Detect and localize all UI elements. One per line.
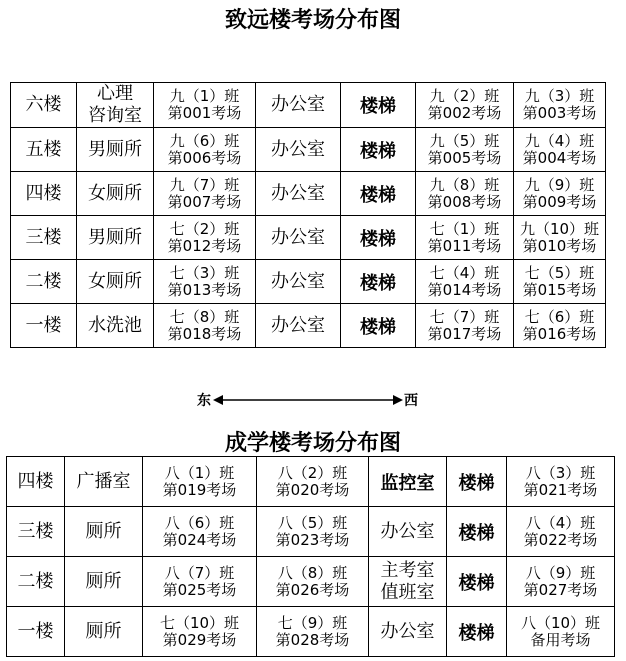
exam-room-cell-line: 八（2）班 bbox=[277, 463, 348, 482]
room-cell-line: 值班室 bbox=[380, 581, 435, 603]
exam-room-cell bbox=[154, 128, 256, 172]
exam-room-cell-line: 第027考场 bbox=[523, 580, 598, 599]
exam-room-cell-line: 第013考场 bbox=[167, 280, 242, 299]
stairs-cell: 楼梯 bbox=[341, 260, 416, 304]
exam-room-cell-line: 八（1）班 bbox=[164, 463, 235, 482]
room-cell bbox=[77, 172, 154, 216]
exam-room-cell-line: 第017考场 bbox=[427, 324, 502, 343]
exam-room-cell-line: 九（8）班 bbox=[429, 175, 500, 194]
exam-room-cell-line: 七（9）班 bbox=[277, 613, 348, 632]
stairs-cell: 楼梯 bbox=[341, 216, 416, 260]
exam-room-cell bbox=[416, 128, 514, 172]
exam-room-cell-line: 第005考场 bbox=[427, 148, 502, 167]
room-cell-line: 办公室 bbox=[380, 620, 435, 642]
exam-room-cell-line: 第018考场 bbox=[167, 324, 242, 343]
room-cell-line: 心理 bbox=[97, 83, 133, 104]
floor-label: 二楼 bbox=[11, 260, 77, 304]
stairs-cell: 楼梯 bbox=[341, 172, 416, 216]
exam-room-cell-line: 七（8）班 bbox=[169, 307, 240, 326]
exam-room-cell bbox=[514, 216, 606, 260]
table-row bbox=[7, 607, 615, 657]
exam-room-cell-line: 第024考场 bbox=[162, 530, 237, 549]
room-cell: 厕所 bbox=[65, 557, 143, 607]
exam-room-cell-line: 七（3）班 bbox=[169, 263, 240, 282]
exam-room-cell-line: 第016考场 bbox=[522, 324, 597, 343]
exam-room-cell-line: 第021考场 bbox=[523, 480, 598, 499]
exam-room-cell-line: 七（4）班 bbox=[429, 263, 500, 282]
room-cell-line: 办公室 bbox=[380, 520, 435, 542]
exam-room-cell-line: 第007考场 bbox=[167, 192, 242, 211]
exam-room-cell-line: 第026考场 bbox=[275, 580, 350, 599]
exam-room-cell-line: 第006考场 bbox=[167, 148, 242, 167]
exam-room-cell bbox=[416, 304, 514, 348]
exam-room-cell-line: 第025考场 bbox=[162, 580, 237, 599]
room-cell bbox=[77, 260, 154, 304]
double-arrow-icon bbox=[213, 394, 403, 406]
office-cell: 办公室 bbox=[256, 216, 341, 260]
exam-room-cell-line: 九（2）班 bbox=[429, 87, 500, 105]
exam-room-cell bbox=[416, 83, 514, 128]
exam-room-cell-line: 第002考场 bbox=[427, 104, 502, 122]
exam-room-cell-line: 八（8）班 bbox=[277, 563, 348, 582]
room-cell bbox=[369, 457, 447, 507]
exam-room-cell bbox=[143, 557, 257, 607]
office-cell: 办公室 bbox=[256, 172, 341, 216]
exam-room-cell-line: 七（1）班 bbox=[429, 219, 500, 238]
exam-room-cell bbox=[514, 83, 606, 128]
office-cell: 办公室 bbox=[256, 128, 341, 172]
exam-room-cell bbox=[257, 607, 369, 657]
room-cell bbox=[77, 216, 154, 260]
stairs-cell: 楼梯 bbox=[447, 507, 507, 557]
exam-room-cell-line: 七（6）班 bbox=[524, 307, 595, 326]
stairs-cell: 楼梯 bbox=[341, 83, 416, 128]
chengxue-building-title: 成学楼考场分布图 bbox=[224, 431, 401, 456]
exam-room-cell-line: 八（7）班 bbox=[164, 563, 235, 582]
exam-room-cell-line: 第001考场 bbox=[167, 104, 242, 122]
exam-room-cell bbox=[416, 216, 514, 260]
room-cell-line: 男厕所 bbox=[88, 138, 142, 160]
exam-room-cell-line: 八（5）班 bbox=[277, 513, 348, 532]
zhiyuan-exam-table bbox=[10, 82, 606, 348]
floor-label: 一楼 bbox=[11, 304, 77, 348]
table-row bbox=[11, 172, 606, 216]
room-cell-line: 女厕所 bbox=[88, 182, 142, 204]
floor-label: 六楼 bbox=[11, 83, 77, 128]
room-cell bbox=[77, 83, 154, 128]
room-cell-line: 水洗池 bbox=[88, 314, 142, 336]
exam-room-cell-line: 九（4）班 bbox=[524, 131, 595, 150]
exam-room-cell-line: 第003考场 bbox=[522, 104, 597, 122]
table-row bbox=[11, 304, 606, 348]
exam-room-cell-line: 九（3）班 bbox=[524, 87, 595, 105]
exam-room-cell-line: 第008考场 bbox=[427, 192, 502, 211]
room-cell-line: 监控室 bbox=[380, 472, 435, 494]
exam-room-cell-line: 第023考场 bbox=[275, 530, 350, 549]
exam-room-cell-line: 第004考场 bbox=[522, 148, 597, 167]
table-row bbox=[11, 128, 606, 172]
exam-room-cell-line: 七（2）班 bbox=[169, 219, 240, 238]
exam-room-cell bbox=[514, 128, 606, 172]
floor-label: 四楼 bbox=[7, 457, 65, 507]
east-label: 东 bbox=[197, 393, 211, 409]
exam-room-cell-line: 九（7）班 bbox=[169, 175, 240, 194]
exam-room-cell-line: 八（10）班 bbox=[520, 613, 601, 632]
exam-room-cell-line: 第011考场 bbox=[427, 236, 502, 255]
exam-room-cell bbox=[507, 607, 615, 657]
room-cell-line: 主考室 bbox=[380, 559, 435, 581]
exam-room-cell bbox=[514, 260, 606, 304]
exam-room-cell bbox=[154, 216, 256, 260]
exam-room-cell bbox=[257, 507, 369, 557]
exam-room-cell bbox=[154, 304, 256, 348]
exam-room-cell-line: 第010考场 bbox=[522, 236, 597, 255]
exam-room-cell bbox=[514, 172, 606, 216]
exam-room-cell-line: 第015考场 bbox=[522, 280, 597, 299]
stairs-cell: 楼梯 bbox=[447, 457, 507, 507]
exam-room-cell-line: 八（6）班 bbox=[164, 513, 235, 532]
chengxue-exam-table bbox=[6, 456, 615, 657]
exam-room-cell-line: 第019考场 bbox=[162, 480, 237, 499]
room-cell: 广播室 bbox=[65, 457, 143, 507]
room-cell-line: 男厕所 bbox=[88, 226, 142, 248]
table-row bbox=[11, 260, 606, 304]
direction-indicator bbox=[195, 390, 420, 410]
exam-room-cell bbox=[514, 304, 606, 348]
exam-room-cell bbox=[143, 507, 257, 557]
exam-room-cell-line: 七（10）班 bbox=[159, 613, 240, 632]
table-row bbox=[7, 507, 615, 557]
exam-room-cell-line: 九（1）班 bbox=[169, 87, 240, 105]
stairs-cell: 楼梯 bbox=[447, 557, 507, 607]
exam-room-cell bbox=[507, 557, 615, 607]
exam-room-cell-line: 第014考场 bbox=[427, 280, 502, 299]
exam-room-cell-line: 第009考场 bbox=[522, 192, 597, 211]
office-cell: 办公室 bbox=[256, 83, 341, 128]
exam-room-cell bbox=[154, 172, 256, 216]
floor-label: 一楼 bbox=[7, 607, 65, 657]
floor-label: 二楼 bbox=[7, 557, 65, 607]
stairs-cell: 楼梯 bbox=[447, 607, 507, 657]
exam-room-cell-line: 七（7）班 bbox=[429, 307, 500, 326]
exam-room-cell bbox=[257, 557, 369, 607]
exam-room-cell bbox=[416, 172, 514, 216]
room-cell bbox=[77, 128, 154, 172]
stairs-cell: 楼梯 bbox=[341, 304, 416, 348]
exam-room-cell-line: 八（3）班 bbox=[525, 463, 596, 482]
exam-room-cell-line: 九（6）班 bbox=[169, 131, 240, 150]
exam-room-cell-line: 九（5）班 bbox=[429, 131, 500, 150]
exam-room-cell-line: 七（5）班 bbox=[524, 263, 595, 282]
exam-room-cell bbox=[154, 83, 256, 128]
west-label: 西 bbox=[404, 393, 418, 409]
room-cell bbox=[369, 607, 447, 657]
table-row bbox=[7, 557, 615, 607]
room-cell bbox=[369, 507, 447, 557]
table-row bbox=[11, 216, 606, 260]
exam-room-cell bbox=[154, 260, 256, 304]
exam-room-cell bbox=[257, 457, 369, 507]
room-cell-line: 女厕所 bbox=[88, 270, 142, 292]
exam-room-cell bbox=[143, 607, 257, 657]
exam-room-cell-line: 九（9）班 bbox=[524, 175, 595, 194]
room-cell bbox=[369, 557, 447, 607]
room-cell bbox=[77, 304, 154, 348]
table-row bbox=[11, 83, 606, 128]
stairs-cell: 楼梯 bbox=[341, 128, 416, 172]
exam-room-cell bbox=[143, 457, 257, 507]
floor-label: 四楼 bbox=[11, 172, 77, 216]
exam-room-cell bbox=[416, 260, 514, 304]
exam-room-cell-line: 九（10）班 bbox=[519, 219, 600, 238]
exam-room-cell-line: 第020考场 bbox=[275, 480, 350, 499]
exam-room-cell-line: 第028考场 bbox=[275, 630, 350, 649]
exam-room-cell-line: 备用考场 bbox=[530, 630, 591, 649]
room-cell: 厕所 bbox=[65, 607, 143, 657]
floor-label: 五楼 bbox=[11, 128, 77, 172]
exam-room-cell bbox=[507, 507, 615, 557]
exam-room-cell-line: 第012考场 bbox=[167, 236, 242, 255]
exam-room-cell-line: 第029考场 bbox=[162, 630, 237, 649]
floor-label: 三楼 bbox=[11, 216, 77, 260]
exam-room-cell-line: 八（4）班 bbox=[525, 513, 596, 532]
office-cell: 办公室 bbox=[256, 260, 341, 304]
room-cell: 厕所 bbox=[65, 507, 143, 557]
zhiyuan-building-title: 致远楼考场分布图 bbox=[224, 8, 401, 33]
exam-room-cell bbox=[507, 457, 615, 507]
exam-room-cell-line: 八（9）班 bbox=[525, 563, 596, 582]
room-cell-line: 咨询室 bbox=[88, 105, 142, 126]
office-cell: 办公室 bbox=[256, 304, 341, 348]
exam-room-cell-line: 第022考场 bbox=[523, 530, 598, 549]
floor-label: 三楼 bbox=[7, 507, 65, 557]
table-row bbox=[7, 457, 615, 507]
